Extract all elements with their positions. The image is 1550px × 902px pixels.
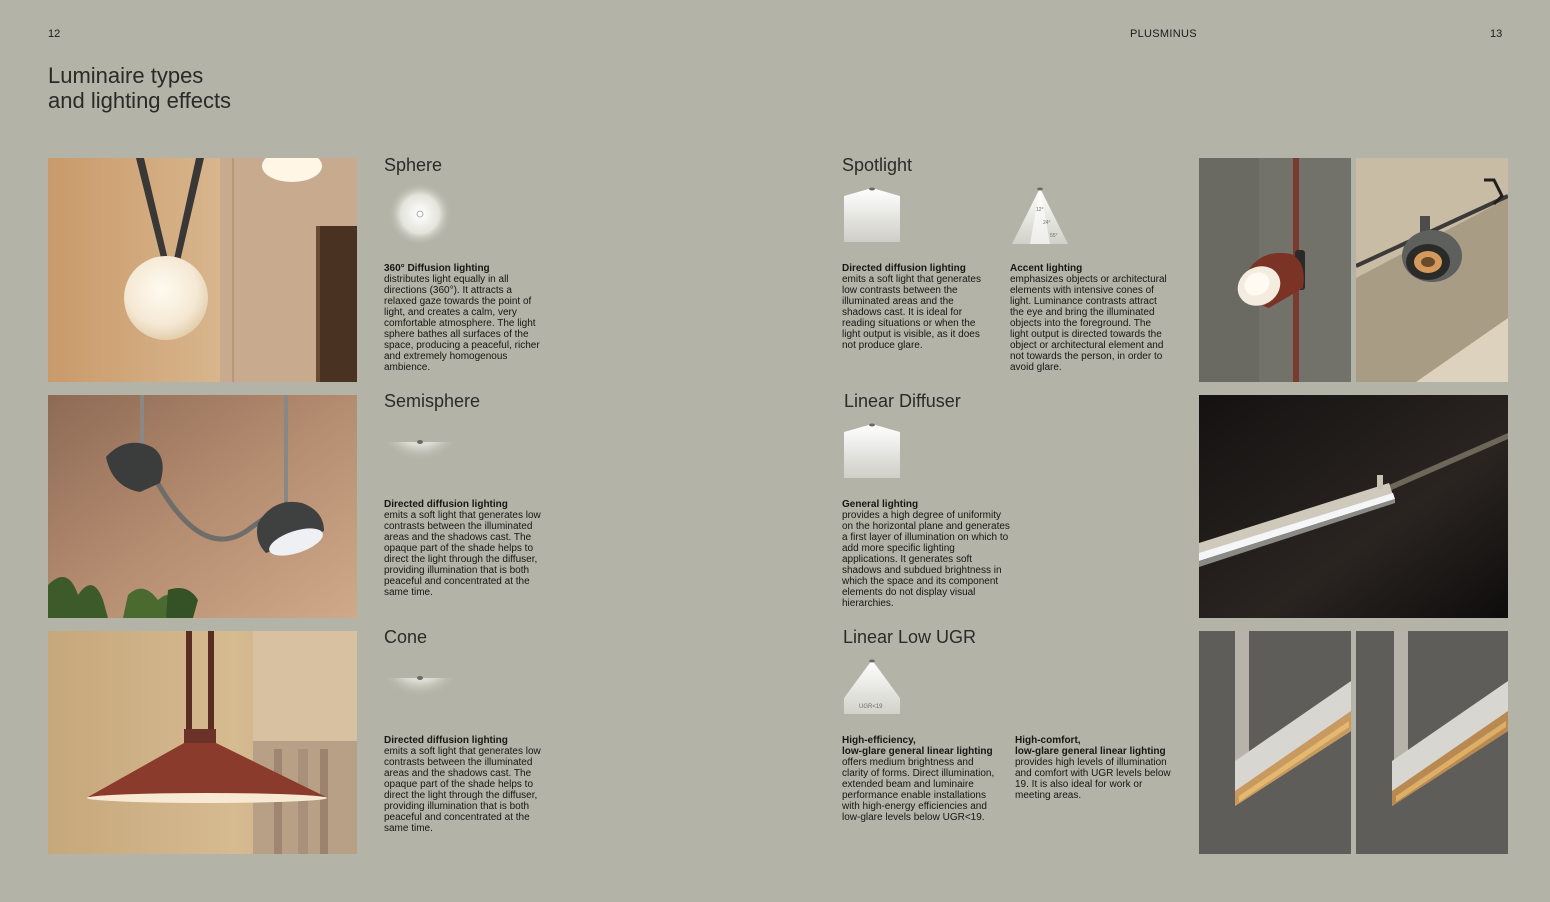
linear-low-ugr-comfort-description xyxy=(1015,735,1175,801)
linear-low-ugr-photo-1 xyxy=(1199,631,1351,854)
sphere-title: Sphere xyxy=(384,155,443,175)
semisphere-title: Semisphere xyxy=(384,391,481,411)
efficiency-heading-line-1: High-efficiency, xyxy=(842,735,916,746)
page-number-left: 12 xyxy=(48,28,61,40)
angle-label-55: 55° xyxy=(1050,233,1058,239)
semisphere-heading: Directed diffusion lighting xyxy=(384,499,508,510)
semisphere-lamp-photo xyxy=(48,395,357,618)
semisphere-description xyxy=(384,499,544,598)
spotlight-title: Spotlight xyxy=(842,155,913,175)
cone-heading: Directed diffusion lighting xyxy=(384,735,508,746)
cone-description xyxy=(384,735,544,834)
linear-low-ugr-photo-2 xyxy=(1356,631,1508,854)
linear-diffuser-description xyxy=(842,499,1012,609)
semisphere-light-diagram xyxy=(388,438,452,474)
comfort-heading-line-1: High-comfort, xyxy=(1015,735,1081,746)
linear-diffuser-body: provides a high degree of uniformity on the horizontal plane and generates a first layer of illumination on which to add more specific lighting applications. It generates soft shadows and subdued brightness in which the space and its component elements do not display visual hierarchies. xyxy=(842,510,1010,609)
page-title xyxy=(48,63,231,113)
cone-body: emits a soft light that generates low contrasts between the illuminated areas and the shadows cast. The opaque part of the shade helps to direct the light through the diffuser, providing illumination that is both peaceful and concentrated at the same time. xyxy=(384,746,541,834)
page-title-line-2: and lighting effects xyxy=(48,88,232,113)
cone-light-diagram xyxy=(388,674,452,710)
comfort-body: provides high levels of illumination and comfort with UGR levels below 19. It is also ideal for work or meeting areas. xyxy=(1015,757,1171,801)
spotlight-diffusion-description xyxy=(842,263,994,351)
efficiency-heading-line-2: low-glare general linear lighting xyxy=(842,746,993,757)
linear-diffuser-heading: General lighting xyxy=(842,499,919,510)
cone-lamp-photo xyxy=(48,631,357,854)
spotlight-track-photo xyxy=(1356,158,1508,382)
sphere-heading: 360° Diffusion lighting xyxy=(384,263,490,274)
spotlight-diffusion-heading: Directed diffusion lighting xyxy=(842,263,966,274)
page-title-line-1: Luminaire types xyxy=(48,63,204,88)
sphere-body: distributes light equally in all directions (360°). It attracts a relaxed gaze towards the point of light, and creates a calm, very comfortable atmosphere. The light sphere bathes all surfaces of the space, producing a peaceful, richer and extremely homogenous ambience. xyxy=(384,274,540,373)
spotlight-diffusion-diagram xyxy=(842,186,902,244)
spotlight-accent-body: emphasizes objects or architectural elements with intensive cones of light. Luminance contrasts attract the eye and bring the illuminated objects into the foreground. The light output is directed towards the object or architectural element and not towards the person, in order to avoid glare. xyxy=(1010,274,1167,373)
sphere-lamp-photo xyxy=(48,158,357,382)
comfort-heading-line-2: low-glare general linear lighting xyxy=(1015,746,1166,757)
linear-diffuser-title: Linear Diffuser xyxy=(844,391,961,411)
linear-low-ugr-title: Linear Low UGR xyxy=(843,627,977,647)
spotlight-diffusion-body: emits a soft light that generates low contrasts between the illuminated areas and the shadows cast. It is ideal for reading situations or when the light output is visible, as it does not produce glare. xyxy=(842,274,981,351)
semisphere-body: emits a soft light that generates low contrasts between the illuminated areas and the shadows cast. The opaque part of the shade helps to direct the light through the diffuser, providing illumination that is both peaceful and concentrated at the same time. xyxy=(384,510,541,598)
page-number-right: 13 xyxy=(1490,28,1503,40)
spotlight-pendant-photo xyxy=(1199,158,1351,382)
spotlight-accent-description xyxy=(1010,263,1172,373)
linear-diffuser-photo xyxy=(1199,395,1508,618)
linear-low-ugr-efficiency-description xyxy=(842,735,1002,823)
sphere-light-diagram xyxy=(388,182,452,246)
angle-label-12: 12° xyxy=(1036,207,1044,213)
sphere-description xyxy=(384,263,544,373)
angle-label-24: 24° xyxy=(1043,220,1051,226)
brand-name: PLUSMINUS xyxy=(1130,28,1197,40)
spotlight-accent-heading: Accent lighting xyxy=(1010,263,1083,274)
linear-diffuser-diagram xyxy=(842,422,902,480)
ugr-label: UGR<19 xyxy=(859,704,883,710)
spotlight-accent-diagram xyxy=(1010,186,1070,246)
efficiency-body: offers medium brightness and clarity of forms. Direct illumination, extended beam and luminaire performance enable installations with high-energy efficiencies and low-glare levels below UGR<19. xyxy=(842,757,995,823)
cone-title: Cone xyxy=(384,627,428,647)
